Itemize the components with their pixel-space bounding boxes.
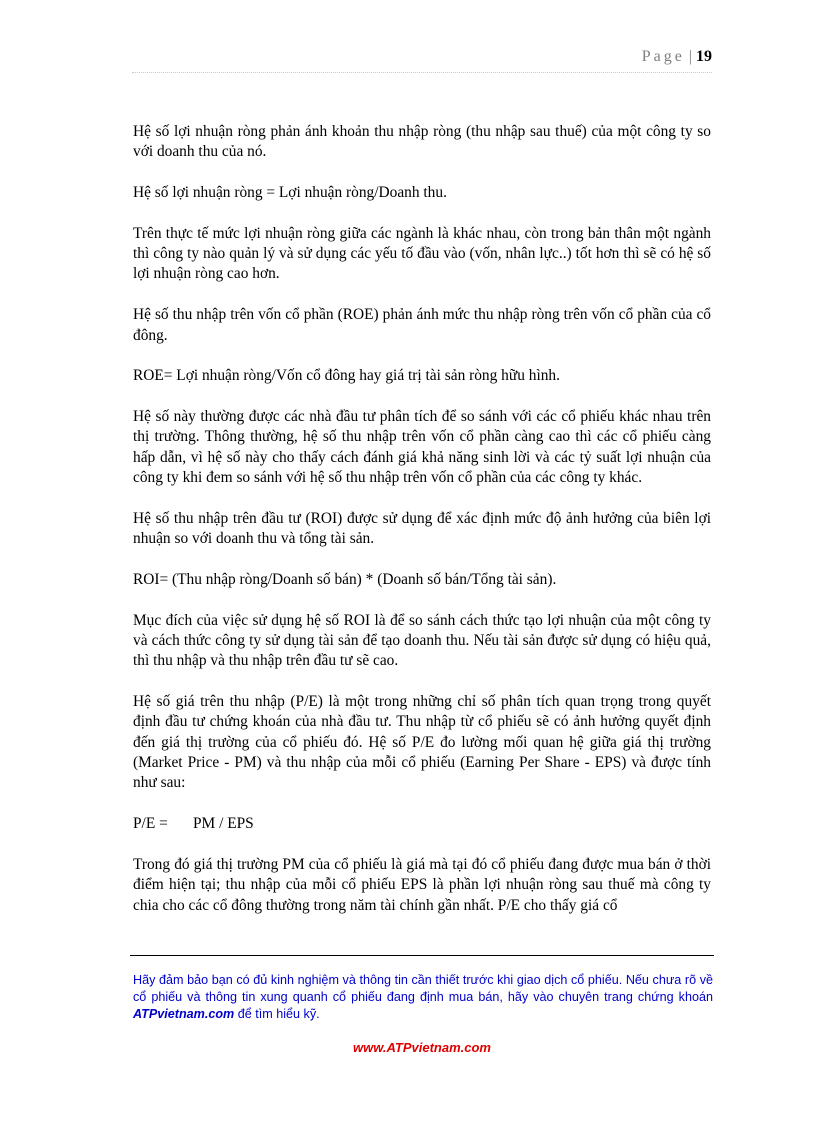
paragraph-pe-def: Hệ số giá trên thu nhập (P/E) là một trong những chỉ số phân tích quan trọng trong quyết định đầu tư chứng khoán của nhà đầu tư. Thu nhập từ cổ phiếu sẽ có ảnh hưởng quyết định đến giá thị trường của cổ phiếu đó. Hệ số P/E đo lường mối quan hệ giữa giá thị trường (Market Price - PM) và thu nhập của mỗi cổ phiếu (Earning Per Share - EPS) và được tính như sau: <box>133 693 711 792</box>
paragraph-roi-def: Hệ số thu nhập trên đầu tư (ROI) được sử dụng để xác định mức độ ảnh hưởng của biên lợi nhuận so với doanh thu và tổng tài sản. <box>133 509 711 548</box>
page-number: 19 <box>696 48 712 65</box>
paragraph-pe-explanation: Trong đó giá thị trường PM của cổ phiếu là giá mà tại đó cổ phiếu đang được mua bán ở thời điểm hiện tại; thu nhập của mỗi cổ phiếu EPS là phần lợi nhuận ròng sau thuế mà công ty chia cho các cổ đông thường trong năm tài chính gần nhất. P/E cho thấy giá cổ <box>133 855 711 914</box>
footer-note-text: Hãy đảm bảo bạn có đủ kinh nghiệm và thông tin cần thiết trước khi giao dịch cổ phiếu. Nếu chưa rõ về cổ phiếu và thông tin xung quanh cổ phiếu đang định mua bán, hãy vào chuyên trang chứng khoán <box>133 973 713 1004</box>
document-body <box>133 122 711 936</box>
formula-pe-expression: PM / EPS <box>193 815 254 833</box>
page-separator: | <box>688 48 692 65</box>
footer-divider <box>130 955 714 956</box>
paragraph-roi-purpose: Mục đích của việc sử dụng hệ số ROI là để so sánh cách thức tạo lợi nhuận của một công ty và cách thức công ty sử dụng tài sản để tạo doanh thu. Nếu tài sản được sử dụng có hiệu quả, thì thu nhập và thu nhập trên đầu tư sẽ cao. <box>133 611 711 670</box>
formula-roe: ROE= Lợi nhuận ròng/Vốn cổ đông hay giá trị tài sản ròng hữu hình. <box>133 367 560 385</box>
footer-brand-link[interactable]: ATPvietnam.com <box>133 1007 235 1021</box>
formula-net-margin: Hệ số lợi nhuận ròng = Lợi nhuận ròng/Doanh thu. <box>133 184 447 202</box>
formula-roi: ROI= (Thu nhập ròng/Doanh số bán) * (Doanh số bán/Tổng tài sản). <box>133 570 557 588</box>
header-divider <box>132 72 712 73</box>
page-label: Page <box>641 48 685 65</box>
formula-pe-label: P/E = <box>133 815 168 833</box>
formula-pe <box>133 814 711 834</box>
paragraph-roe-def: Hệ số thu nhập trên vốn cổ phần (ROE) phản ánh mức thu nhập ròng trên vốn cổ phần của cổ đông. <box>133 306 711 344</box>
paragraph-net-margin-def: Hệ số lợi nhuận ròng phản ánh khoản thu nhập ròng (thu nhập sau thuế) của một công ty so với doanh thu của nó. <box>133 123 711 161</box>
footer-url-link[interactable]: www.ATPvietnam.com <box>353 1040 491 1055</box>
page-header <box>132 48 712 66</box>
paragraph-net-margin-industry: Trên thực tế mức lợi nhuận ròng giữa các ngành là khác nhau, còn trong bản thân một ngành thì công ty nào quản lý và sử dụng các yếu tố đầu vào (vốn, nhân lực..) tốt hơn thì sẽ có hệ số lợi nhuận ròng cao hơn. <box>133 224 711 283</box>
footer-note <box>133 972 713 1023</box>
footer-note-end: để tìm hiểu kỹ. <box>234 1007 320 1021</box>
paragraph-roe-usage: Hệ số này thường được các nhà đầu tư phân tích để so sánh với các cổ phiếu khác nhau trên thị trường. Thông thường, hệ số thu nhập trên vốn cổ phần càng cao thì các cổ phiếu càng hấp dẫn, vì hệ số này cho thấy cách đánh giá khả năng sinh lời và các tỷ suất lợi nhuận của công ty khi đem so sánh với hệ số thu nhập trên vốn cổ phần của các công ty khác. <box>133 408 711 487</box>
